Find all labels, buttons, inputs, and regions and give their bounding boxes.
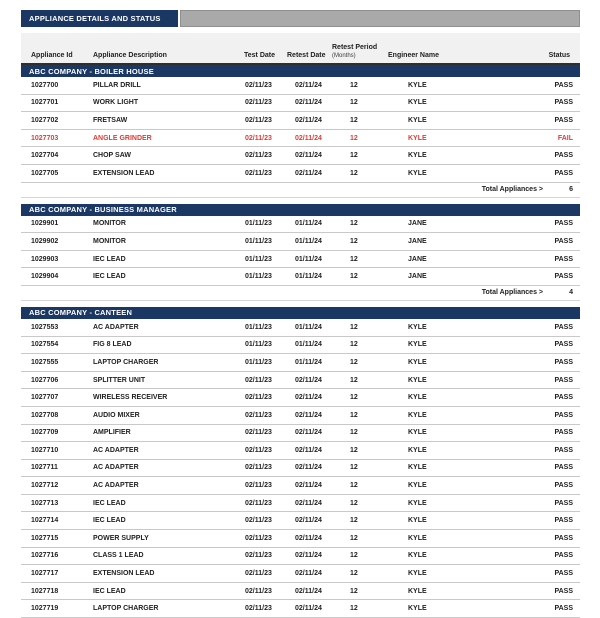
cell-retest-period: 12 [350,411,358,419]
cell-retest-date: 02/11/24 [295,499,322,507]
cell-test-date: 01/11/23 [245,220,272,228]
cell-engineer-name: KYLE [408,411,427,419]
cell-test-date: 02/11/23 [245,570,272,578]
cell-status: PASS [554,81,573,89]
cell-appliance-description: CLASS 1 LEAD [93,552,144,560]
cell-test-date: 01/11/23 [245,323,272,331]
retest-period-months-label: (Months) [332,53,356,59]
cell-status: PASS [554,341,573,349]
cell-appliance-id: 1027706 [31,376,59,384]
cell-engineer-name: KYLE [408,464,427,472]
cell-retest-date: 01/11/24 [295,341,322,349]
cell-retest-date: 02/11/24 [295,517,322,525]
cell-retest-date: 01/11/24 [295,255,322,263]
cell-appliance-id: 1027554 [31,341,59,349]
table-row [21,389,580,407]
cell-engineer-name: KYLE [408,134,427,142]
report-table-body [21,65,580,618]
cell-appliance-id: 1027700 [31,81,59,89]
table-row [21,600,580,618]
cell-test-date: 01/11/23 [245,341,272,349]
cell-retest-period: 12 [350,570,358,578]
cell-appliance-id: 1029901 [31,220,59,228]
cell-status: PASS [554,482,573,490]
column-header-appliance-description: Appliance Description [93,52,167,59]
cell-retest-period: 12 [350,482,358,490]
cell-appliance-id: 1027555 [31,358,59,366]
cell-status: PASS [554,169,573,177]
cell-retest-period: 12 [350,273,358,281]
total-appliances-value: 4 [569,289,573,297]
cell-status: PASS [554,376,573,384]
section-header: ABC COMPANY - BUSINESS MANAGER [21,204,580,216]
cell-retest-date: 02/11/24 [295,152,322,160]
cell-retest-date: 02/11/24 [295,464,322,472]
column-header-test-date: Test Date [244,52,275,59]
cell-retest-period: 12 [350,429,358,437]
cell-retest-period: 12 [350,517,358,525]
table-row [21,112,580,130]
cell-appliance-description: PILLAR DRILL [93,81,141,89]
table-row [21,147,580,165]
report-section [21,65,580,198]
total-appliances-label: Total Appliances > [481,289,543,297]
table-row [21,583,580,601]
cell-appliance-id: 1027701 [31,99,59,107]
cell-status: PASS [554,273,573,281]
cell-status: PASS [554,534,573,542]
cell-test-date: 02/11/23 [245,499,272,507]
table-row [21,565,580,583]
cell-retest-date: 02/11/24 [295,446,322,454]
report-section [21,307,580,618]
cell-engineer-name: KYLE [408,152,427,160]
cell-appliance-description: IEC LEAD [93,517,126,525]
cell-test-date: 01/11/23 [245,255,272,263]
section-header: ABC COMPANY - BOILER HOUSE [21,65,580,77]
cell-status: PASS [554,323,573,331]
cell-status: PASS [554,499,573,507]
cell-retest-date: 02/11/24 [295,552,322,560]
cell-retest-period: 12 [350,169,358,177]
report-title: APPLIANCE DETAILS AND STATUS [21,10,178,27]
report-section [21,204,580,301]
cell-status: FAIL [557,134,573,142]
cell-test-date: 02/11/23 [245,134,272,142]
cell-test-date: 01/11/23 [245,237,272,245]
cell-retest-date: 02/11/24 [295,570,322,578]
cell-appliance-description: FRETSAW [93,116,128,124]
cell-appliance-id: 1027704 [31,152,59,160]
cell-retest-period: 12 [350,376,358,384]
cell-retest-period: 12 [350,134,358,142]
cell-retest-period: 12 [350,220,358,228]
cell-status: PASS [554,446,573,454]
cell-appliance-description: EXTENSION LEAD [93,169,155,177]
cell-test-date: 02/11/23 [245,534,272,542]
cell-appliance-description: AMPLIFIER [93,429,131,437]
report-page [21,10,580,618]
cell-engineer-name: KYLE [408,358,427,366]
cell-retest-period: 12 [350,237,358,245]
column-header-retest-period [332,44,388,60]
cell-appliance-id: 1027702 [31,116,59,124]
cell-test-date: 02/11/23 [245,517,272,525]
total-appliances-row [21,286,580,301]
section-header: ABC COMPANY - CANTEEN [21,307,580,319]
cell-appliance-id: 1027714 [31,517,59,525]
cell-appliance-description: IEC LEAD [93,273,126,281]
report-title-bar [21,10,580,27]
table-row [21,233,580,251]
cell-appliance-id: 1029902 [31,237,59,245]
cell-status: PASS [554,358,573,366]
total-appliances-row [21,183,580,198]
table-header-row [21,33,580,65]
cell-test-date: 02/11/23 [245,116,272,124]
cell-engineer-name: KYLE [408,81,427,89]
cell-appliance-description: MONITOR [93,237,126,245]
table-row [21,95,580,113]
cell-appliance-description: IEC LEAD [93,587,126,595]
cell-test-date: 02/11/23 [245,376,272,384]
cell-status: PASS [554,429,573,437]
cell-test-date: 02/11/23 [245,169,272,177]
cell-appliance-description: EXTENSION LEAD [93,570,155,578]
cell-appliance-id: 1027707 [31,394,59,402]
table-row [21,251,580,269]
cell-retest-date: 01/11/24 [295,237,322,245]
cell-appliance-description: CHOP SAW [93,152,131,160]
cell-appliance-id: 1027705 [31,169,59,177]
cell-appliance-description: LAPTOP CHARGER [93,605,159,613]
cell-status: PASS [554,152,573,160]
cell-retest-date: 02/11/24 [295,81,322,89]
table-row [21,495,580,513]
cell-retest-date: 02/11/24 [295,394,322,402]
cell-retest-period: 12 [350,341,358,349]
cell-appliance-description: ANGLE GRINDER [93,134,152,142]
cell-appliance-description: WIRELESS RECEIVER [93,394,168,402]
cell-status: PASS [554,570,573,578]
cell-appliance-id: 1027709 [31,429,59,437]
cell-appliance-id: 1027553 [31,323,59,331]
cell-appliance-description: AC ADAPTER [93,323,139,331]
cell-status: PASS [554,411,573,419]
cell-retest-date: 02/11/24 [295,376,322,384]
cell-engineer-name: KYLE [408,570,427,578]
cell-engineer-name: JANE [408,273,427,281]
title-bar-fill [180,10,580,27]
cell-appliance-description: AC ADAPTER [93,464,139,472]
cell-appliance-description: IEC LEAD [93,499,126,507]
cell-retest-period: 12 [350,81,358,89]
total-appliances-label: Total Appliances > [481,186,543,194]
table-row [21,216,580,234]
cell-test-date: 02/11/23 [245,464,272,472]
table-row [21,165,580,183]
cell-test-date: 02/11/23 [245,429,272,437]
cell-test-date: 02/11/23 [245,552,272,560]
cell-engineer-name: KYLE [408,499,427,507]
cell-appliance-id: 1029904 [31,273,59,281]
cell-engineer-name: KYLE [408,482,427,490]
cell-status: PASS [554,587,573,595]
column-header-appliance-id: Appliance Id [31,52,73,59]
cell-retest-period: 12 [350,116,358,124]
cell-test-date: 02/11/23 [245,99,272,107]
table-row [21,477,580,495]
table-row [21,407,580,425]
cell-test-date: 02/11/23 [245,587,272,595]
table-row [21,337,580,355]
cell-retest-date: 02/11/24 [295,587,322,595]
cell-appliance-id: 1027711 [31,464,58,472]
cell-retest-period: 12 [350,358,358,366]
cell-retest-period: 12 [350,499,358,507]
table-row [21,130,580,148]
column-header-engineer-name: Engineer Name [388,52,439,59]
cell-retest-period: 12 [350,323,358,331]
cell-engineer-name: KYLE [408,552,427,560]
cell-appliance-description: SPLITTER UNIT [93,376,146,384]
cell-status: PASS [554,255,573,263]
cell-status: PASS [554,552,573,560]
retest-period-label: Retest Period [332,44,378,51]
table-row [21,442,580,460]
cell-appliance-id: 1029903 [31,255,59,263]
cell-engineer-name: JANE [408,237,427,245]
cell-status: PASS [554,517,573,525]
cell-engineer-name: KYLE [408,587,427,595]
table-row [21,425,580,443]
cell-retest-period: 12 [350,534,358,542]
cell-engineer-name: KYLE [408,169,427,177]
cell-appliance-id: 1027712 [31,482,59,490]
total-appliances-value: 6 [569,186,573,194]
cell-appliance-id: 1027717 [31,570,59,578]
cell-appliance-description: LAPTOP CHARGER [93,358,159,366]
cell-test-date: 02/11/23 [245,482,272,490]
cell-test-date: 02/11/23 [245,81,272,89]
cell-retest-date: 02/11/24 [295,534,322,542]
cell-test-date: 02/11/23 [245,411,272,419]
cell-status: PASS [554,116,573,124]
cell-engineer-name: KYLE [408,323,427,331]
cell-retest-period: 12 [350,152,358,160]
cell-appliance-id: 1027718 [31,587,59,595]
cell-engineer-name: KYLE [408,429,427,437]
cell-engineer-name: KYLE [408,534,427,542]
cell-engineer-name: KYLE [408,376,427,384]
cell-appliance-id: 1027703 [31,134,59,142]
cell-engineer-name: KYLE [408,394,427,402]
cell-retest-date: 01/11/24 [295,323,322,331]
cell-engineer-name: KYLE [408,116,427,124]
cell-retest-period: 12 [350,99,358,107]
cell-retest-period: 12 [350,255,358,263]
column-header-retest-date: Retest Date [287,52,326,59]
cell-appliance-description: WORK LIGHT [93,99,139,107]
table-row [21,530,580,548]
cell-retest-date: 01/11/24 [295,273,322,281]
cell-retest-period: 12 [350,587,358,595]
table-row [21,319,580,337]
cell-engineer-name: JANE [408,220,427,228]
table-row [21,372,580,390]
column-header-status: Status [548,52,570,59]
cell-status: PASS [554,464,573,472]
cell-test-date: 02/11/23 [245,605,272,613]
cell-status: PASS [554,99,573,107]
table-row [21,548,580,566]
cell-engineer-name: JANE [408,255,427,263]
cell-retest-date: 02/11/24 [295,482,322,490]
cell-retest-date: 02/11/24 [295,99,322,107]
cell-retest-date: 02/11/24 [295,134,322,142]
cell-retest-date: 02/11/24 [295,429,322,437]
cell-appliance-description: AC ADAPTER [93,446,139,454]
cell-retest-period: 12 [350,552,358,560]
cell-retest-period: 12 [350,464,358,472]
cell-status: PASS [554,394,573,402]
cell-appliance-id: 1027715 [31,534,59,542]
cell-retest-date: 02/11/24 [295,169,322,177]
cell-appliance-description: AC ADAPTER [93,482,139,490]
cell-appliance-description: POWER SUPPLY [93,534,149,542]
cell-retest-period: 12 [350,605,358,613]
cell-appliance-description: IEC LEAD [93,255,126,263]
cell-test-date: 01/11/23 [245,358,272,366]
cell-engineer-name: KYLE [408,99,427,107]
cell-retest-date: 02/11/24 [295,605,322,613]
cell-test-date: 02/11/23 [245,152,272,160]
cell-engineer-name: KYLE [408,517,427,525]
cell-appliance-description: FIG 8 LEAD [93,341,132,349]
cell-appliance-id: 1027710 [31,446,59,454]
cell-status: PASS [554,237,573,245]
cell-retest-date: 02/11/24 [295,411,322,419]
cell-test-date: 02/11/23 [245,394,272,402]
cell-appliance-id: 1027713 [31,499,59,507]
table-row [21,512,580,530]
table-row [21,77,580,95]
cell-retest-date: 01/11/24 [295,220,322,228]
table-row [21,354,580,372]
table-row [21,460,580,478]
cell-appliance-id: 1027716 [31,552,59,560]
cell-appliance-id: 1027719 [31,605,59,613]
cell-retest-date: 01/11/24 [295,358,322,366]
cell-retest-period: 12 [350,394,358,402]
cell-appliance-id: 1027708 [31,411,59,419]
cell-retest-date: 02/11/24 [295,116,322,124]
cell-status: PASS [554,605,573,613]
cell-engineer-name: KYLE [408,446,427,454]
cell-engineer-name: KYLE [408,605,427,613]
cell-appliance-description: MONITOR [93,220,126,228]
cell-engineer-name: KYLE [408,341,427,349]
cell-status: PASS [554,220,573,228]
table-row [21,268,580,286]
cell-appliance-description: AUDIO MIXER [93,411,140,419]
cell-retest-period: 12 [350,446,358,454]
cell-test-date: 01/11/23 [245,273,272,281]
cell-test-date: 02/11/23 [245,446,272,454]
